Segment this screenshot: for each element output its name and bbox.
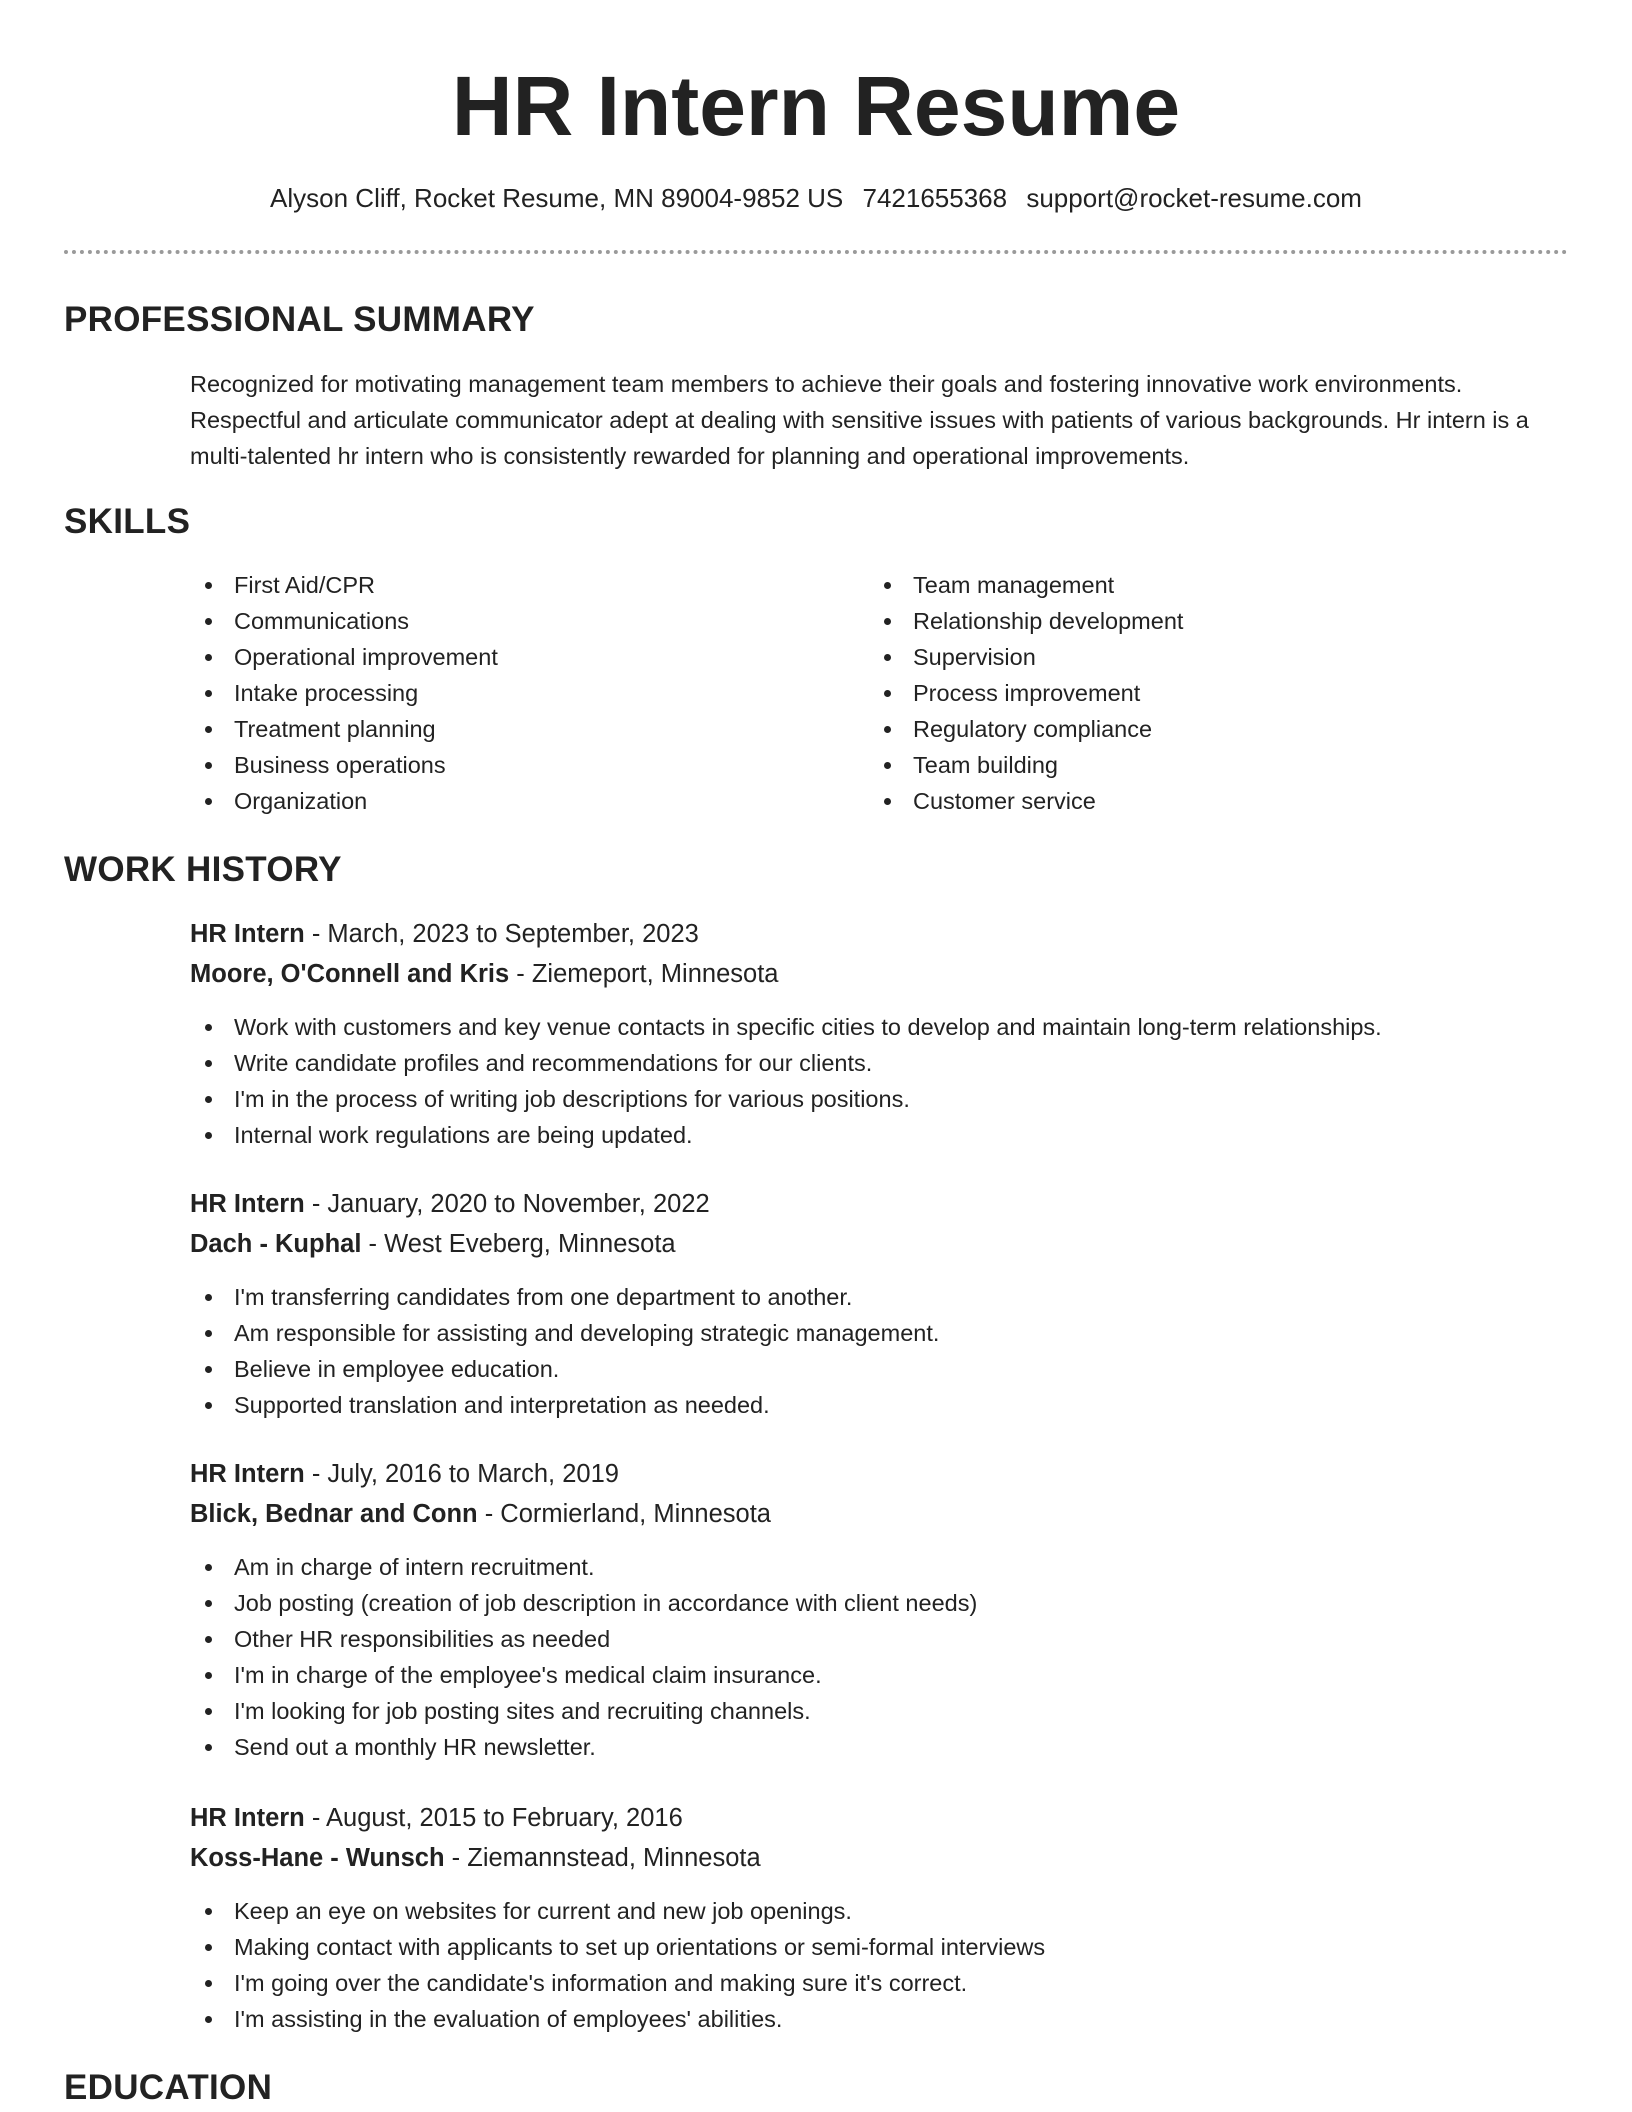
job-bullet: Making contact with applicants to set up orientations or semi-formal interviews <box>190 1929 1570 1965</box>
job-title-line <box>190 1456 619 1492</box>
job-company-line <box>190 1496 771 1532</box>
section-heading-education: EDUCATION <box>64 2068 273 2107</box>
skill-item: Relationship development <box>869 603 1509 639</box>
job-bullet: I'm looking for job posting sites and recruiting channels. <box>190 1693 1570 1729</box>
job-location: - Cormierland, Minnesota <box>477 1500 771 1528</box>
job-title: HR Intern <box>190 920 305 948</box>
job-bullet: Other HR responsibilities as needed <box>190 1621 1570 1657</box>
job-dates: - January, 2020 to November, 2022 <box>304 1190 710 1218</box>
job-bullet: Believe in employee education. <box>190 1351 1570 1387</box>
contact-address: Alyson Cliff, Rocket Resume, MN 89004-9852 US <box>270 183 844 213</box>
skill-item: Supervision <box>869 639 1509 675</box>
job-bullet: I'm in charge of the employee's medical claim insurance. <box>190 1657 1570 1693</box>
job-dates: - July, 2016 to March, 2019 <box>304 1460 619 1488</box>
job-title-line <box>190 1800 683 1836</box>
job-bullets <box>190 1279 1570 1423</box>
job-company-line <box>190 1840 761 1876</box>
section-heading-skills: SKILLS <box>64 502 191 541</box>
skill-item: First Aid/CPR <box>190 567 830 603</box>
contact-phone: 7421655368 <box>862 183 1008 213</box>
job-location: - Ziemeport, Minnesota <box>509 960 779 988</box>
skills-list-left <box>190 567 830 819</box>
job-title: HR Intern <box>190 1460 305 1488</box>
job-bullet: Send out a monthly HR newsletter. <box>190 1729 1570 1765</box>
job-bullet: Work with customers and key venue contacts in specific cities to develop and maintain long-term relationships. <box>190 1009 1570 1045</box>
job-bullet: Job posting (creation of job description in accordance with client needs) <box>190 1585 1570 1621</box>
section-heading-summary: PROFESSIONAL SUMMARY <box>64 300 535 339</box>
skill-item: Regulatory compliance <box>869 711 1509 747</box>
summary-text: Recognized for motivating management team members to achieve their goals and fostering innovative work environments. Respectful and articulate communicator adept at dealing with sensitive issues with patients of various backgrounds. Hr intern is a multi-talented hr intern who is consistently rewarded for planning and operational improvements. <box>190 371 1529 469</box>
skills-list-right <box>869 567 1509 819</box>
job-company: Koss-Hane - Wunsch <box>190 1844 445 1872</box>
job-bullet: Am in charge of intern recruitment. <box>190 1549 1570 1585</box>
job-bullets <box>190 1893 1570 2037</box>
job-title-line <box>190 916 699 952</box>
job-company-line <box>190 1226 676 1262</box>
job-bullet: I'm going over the candidate's information and making sure it's correct. <box>190 1965 1570 2001</box>
job-company: Dach - Kuphal <box>190 1230 362 1258</box>
skill-item: Team building <box>869 747 1509 783</box>
skill-item: Process improvement <box>869 675 1509 711</box>
skill-item: Team management <box>869 567 1509 603</box>
job-bullet: Am responsible for assisting and developing strategic management. <box>190 1315 1570 1351</box>
job-bullets <box>190 1549 1570 1765</box>
skill-item: Communications <box>190 603 830 639</box>
skill-item: Business operations <box>190 747 830 783</box>
job-dates: - March, 2023 to September, 2023 <box>304 920 699 948</box>
job-title: HR Intern <box>190 1804 305 1832</box>
skill-item: Treatment planning <box>190 711 830 747</box>
job-bullet: Supported translation and interpretation as needed. <box>190 1387 1570 1423</box>
job-location: - Ziemannstead, Minnesota <box>444 1844 761 1872</box>
job-title: HR Intern <box>190 1190 305 1218</box>
skill-item: Intake processing <box>190 675 830 711</box>
skill-item: Operational improvement <box>190 639 830 675</box>
job-bullet: Write candidate profiles and recommendations for our clients. <box>190 1045 1570 1081</box>
job-company: Moore, O'Connell and Kris <box>190 960 510 988</box>
contact-line <box>0 182 1632 214</box>
job-bullets <box>190 1009 1570 1153</box>
job-dates: - August, 2015 to February, 2016 <box>304 1804 683 1832</box>
skill-item: Organization <box>190 783 830 819</box>
skill-item: Customer service <box>869 783 1509 819</box>
job-bullet: Keep an eye on websites for current and new job openings. <box>190 1893 1570 1929</box>
section-heading-work: WORK HISTORY <box>64 850 342 889</box>
contact-email: support@rocket-resume.com <box>1026 183 1362 213</box>
job-title-line <box>190 1186 710 1222</box>
job-company: Blick, Bednar and Conn <box>190 1500 478 1528</box>
header-divider <box>64 250 1568 254</box>
job-bullet: Internal work regulations are being updated. <box>190 1117 1570 1153</box>
job-bullet: I'm in the process of writing job descriptions for various positions. <box>190 1081 1570 1117</box>
job-location: - West Eveberg, Minnesota <box>361 1230 676 1258</box>
job-company-line <box>190 956 778 992</box>
job-bullet: I'm transferring candidates from one department to another. <box>190 1279 1570 1315</box>
job-bullet: I'm assisting in the evaluation of employees' abilities. <box>190 2001 1570 2037</box>
page-title: HR Intern Resume <box>451 59 1181 153</box>
